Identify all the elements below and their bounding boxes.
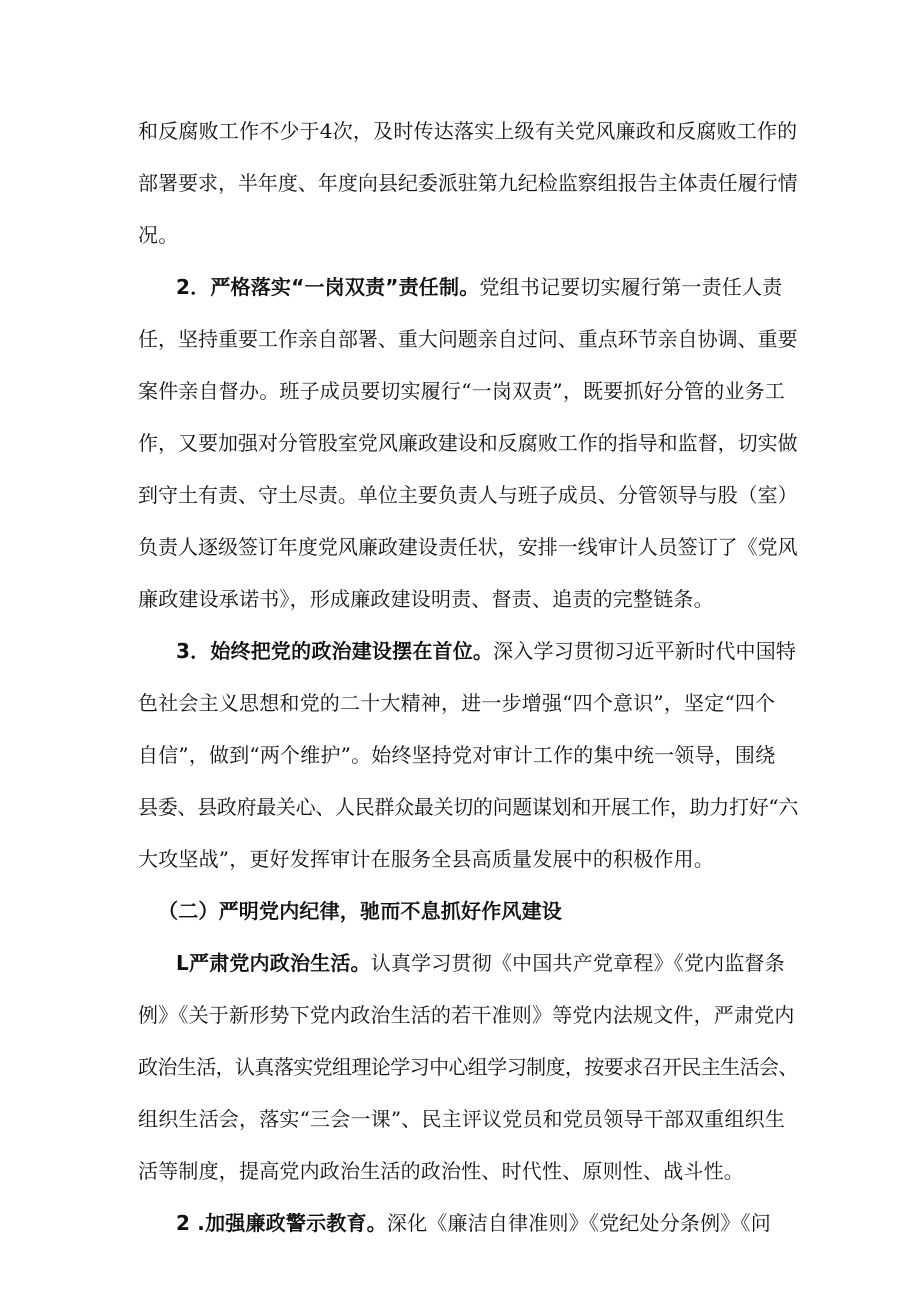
section-heading: （二）严明党内纪律，驰而不息抓好作风建设 — [158, 899, 562, 923]
paragraph-line: 大攻坚战”，更好发挥审计在服务全县高质量发展中的积极作用。 — [138, 847, 715, 871]
paragraph-first-line — [176, 638, 798, 664]
paragraph-line: 政治生活，认真落实党组理论学习中心组学习制度，按要求召开民主生活会、 — [138, 1055, 798, 1079]
paragraph-line: 案件亲自督办。班子成员要切实履行“一岗双责”，既要抓好分管的业务工 — [138, 379, 786, 403]
paragraph-line: 活等制度，提高党内政治生活的政治性、时代性、原则性、战斗性。 — [138, 1159, 744, 1183]
paragraph-line: 部署要求，半年度、年度向县纪委派驻第九纪检监察组报告主体责任履行情 — [138, 171, 798, 195]
paragraph-line: 组织生活会，落实“三会一课”、民主评议党员和党员领导干部双重组织生 — [138, 1107, 786, 1131]
paragraph-line: 县委、县政府最关心、人民群众最关切的问题谋划和开展工作，助力打好“六 — [138, 795, 799, 819]
paragraph-line: 况。 — [138, 223, 179, 247]
paragraph-line: 廉政建设承诺书》，形成廉政建设明责、督责、追责的完整链条。 — [138, 587, 714, 611]
paragraph-first-line — [176, 274, 798, 300]
paragraph-line: 任，坚持重要工作亲自部署、重大问题亲自过问、重点环节亲自协调、重要 — [138, 327, 798, 351]
paragraph-first-line — [176, 1210, 798, 1236]
item-heading: 2 .加强廉政警示教育。 — [176, 1211, 387, 1235]
paragraph-line: 负责人逐级签订年度党风廉政建设责任状，安排一线审计人员签订了《党风 — [138, 535, 798, 559]
item-heading: 3．始终把党的政治建设摆在首位。 — [176, 639, 494, 663]
paragraph-line: 色社会主义思想和党的二十大精神，进一步增强“四个意识”，坚定“四个 — [138, 691, 776, 715]
paragraph-text: 深入学习贯彻习近平新时代中国特 — [493, 639, 797, 663]
item-heading: 2．严格落实“一岗双责”责任制。 — [176, 275, 480, 299]
item-heading: L严肃党内政治生活。 — [176, 951, 371, 975]
paragraph-line: 自信”，做到“两个维护”。始终坚持党对审计工作的集中统一领导，围绕 — [138, 743, 776, 767]
paragraph-text: 深化《廉洁自律准则》《党纪处分条例》《问 — [386, 1211, 771, 1235]
paragraph-line: 到守土有责、守土尽责。单位主要负责人与班子成员、分管领导与股（室） — [138, 483, 798, 507]
paragraph-line: 作，又要加强对分管股室党风廉政建设和反腐败工作的指导和监督，切实做 — [138, 431, 798, 455]
paragraph-line: 例》《关于新形势下党内政治生活的若干准则》等党内法规文件，严肃党内 — [138, 1003, 795, 1027]
paragraph-line: 和反腐败工作不少于4次，及时传达落实上级有关党风廉政和反腐败工作的 — [138, 119, 798, 143]
paragraph-text: 党组书记要切实履行第一责任人责 — [479, 275, 783, 299]
paragraph-first-line — [176, 950, 798, 976]
paragraph-text: 认真学习贯彻《中国共产党章程》《党内监督条 — [370, 951, 785, 975]
